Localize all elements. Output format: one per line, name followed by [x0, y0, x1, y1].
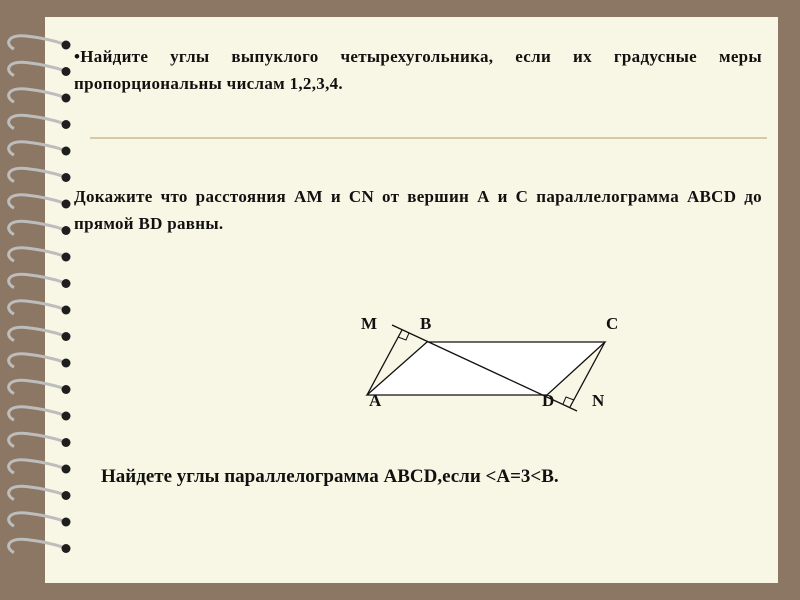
label-b: B: [420, 314, 432, 333]
spiral-ring: [9, 433, 64, 446]
label-a: A: [369, 391, 382, 410]
divider-line: [90, 137, 767, 139]
spiral-ring: [9, 486, 64, 499]
label-d: D: [542, 391, 555, 410]
spiral-hole: [62, 200, 71, 209]
spiral-hole: [62, 359, 71, 368]
parallelogram-diagram: [340, 300, 640, 440]
spiral-hole: [62, 279, 71, 288]
spiral-hole: [62, 544, 71, 553]
spiral-ring: [9, 115, 64, 128]
spiral-ring: [9, 301, 64, 314]
spiral-hole: [62, 438, 71, 447]
spiral-ring: [9, 354, 64, 367]
spiral-hole: [62, 120, 71, 129]
spiral-hole: [62, 332, 71, 341]
spiral-ring: [9, 248, 64, 261]
spiral-hole: [62, 385, 71, 394]
spiral-ring: [9, 62, 64, 75]
spiral-hole: [62, 147, 71, 156]
spiral-ring: [9, 327, 64, 340]
spiral-hole: [62, 465, 71, 474]
spiral-ring: [9, 142, 64, 155]
spiral-ring: [9, 513, 64, 526]
spiral-hole: [62, 226, 71, 235]
spiral-ring: [9, 89, 64, 102]
task-parallelogram-distances: Докажите что расстояния АМ и CN от вершин А и С параллелограмма ABCD до прямой BD равны.: [74, 187, 762, 233]
spiral-ring: [9, 460, 64, 473]
label-n: N: [592, 391, 605, 410]
spiral-ring: [9, 380, 64, 393]
label-m: M: [361, 314, 378, 333]
spiral-ring: [9, 274, 64, 287]
task-quadrilateral-angles: •Найдите углы выпуклого четырехугольника, если их градусные меры пропорциональны числам 1,2,3,4.: [74, 47, 762, 93]
spiral-hole: [62, 173, 71, 182]
spiral-hole: [62, 518, 71, 527]
spiral-ring: [9, 221, 64, 234]
spiral-ring: [9, 539, 64, 552]
spiral-ring: [9, 407, 64, 420]
spiral-hole: [62, 67, 71, 76]
spiral-ring: [9, 36, 64, 49]
spiral-ring: [9, 195, 64, 208]
spiral-hole: [62, 94, 71, 103]
spiral-hole: [62, 412, 71, 421]
task-parallelogram-angles: Найдете углы параллелограмма ABCD,если <A=3<B.: [101, 466, 559, 487]
spiral-ring: [9, 168, 64, 181]
spiral-hole: [62, 253, 71, 262]
spiral-hole: [62, 491, 71, 500]
spiral-hole: [62, 306, 71, 315]
label-c: C: [606, 314, 619, 333]
spiral-hole: [62, 41, 71, 50]
